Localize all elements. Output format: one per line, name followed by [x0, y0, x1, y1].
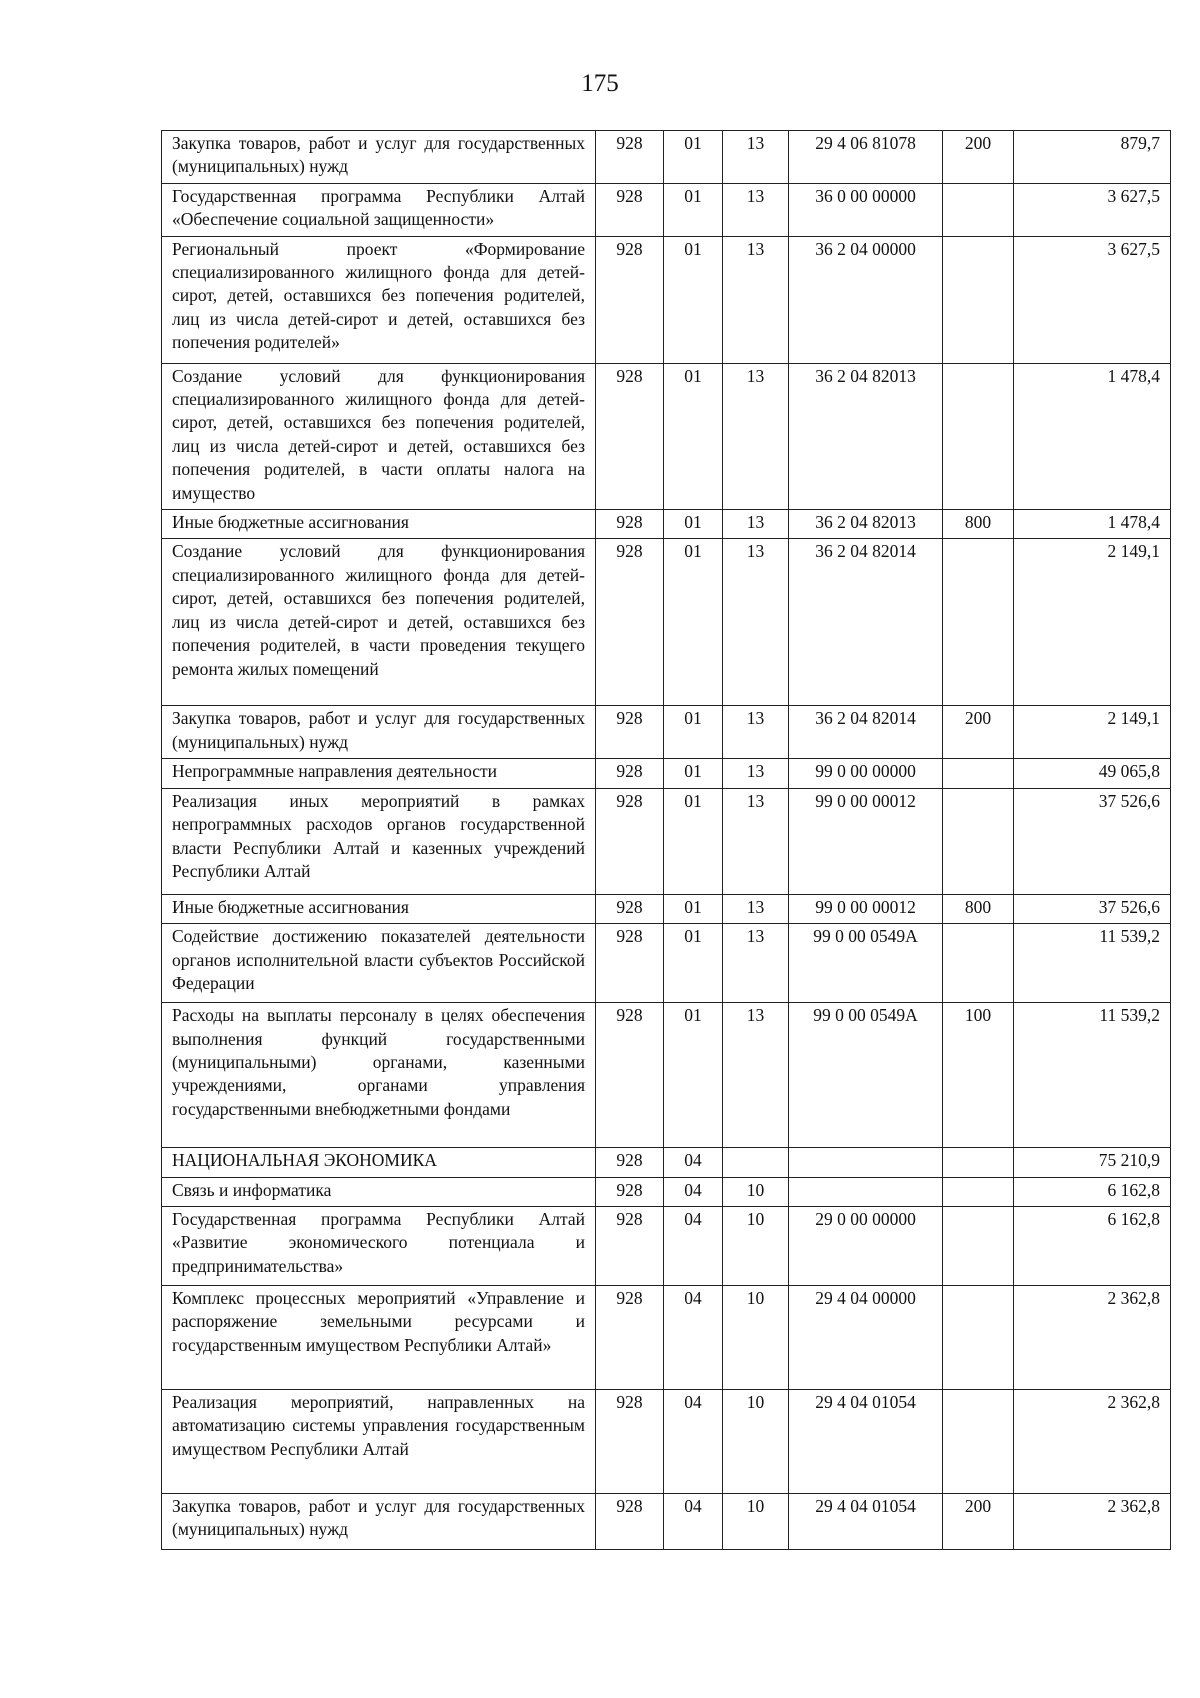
expense-type-cell: 800 [943, 894, 1014, 923]
section-code-cell: 04 [664, 1177, 723, 1206]
amount-cell: 1 478,4 [1014, 363, 1171, 509]
department-code-cell: 928 [596, 510, 664, 539]
subsection-code-cell: 13 [723, 788, 789, 894]
department-code-cell: 928 [596, 788, 664, 894]
expense-type-cell: 200 [943, 1493, 1014, 1549]
target-article-cell: 36 0 00 00000 [789, 183, 943, 236]
amount-cell: 11 539,2 [1014, 924, 1171, 1003]
table-row [162, 183, 1171, 236]
expense-name-cell: Закупка товаров, работ и услуг для государственных (муниципальных) нужд [162, 706, 596, 759]
section-code-cell: 01 [664, 1003, 723, 1148]
amount-cell: 2 362,8 [1014, 1493, 1171, 1549]
target-article-cell: 36 2 04 82013 [789, 510, 943, 539]
table-row [162, 1389, 1171, 1493]
expense-name-cell: Комплекс процессных мероприятий «Управление и распоряжение земельными ресурсами и государственным имуществом Республики Алтай» [162, 1285, 596, 1389]
department-code-cell: 928 [596, 1148, 664, 1177]
subsection-code-cell [723, 1148, 789, 1177]
amount-cell: 2 362,8 [1014, 1285, 1171, 1389]
department-code-cell: 928 [596, 1285, 664, 1389]
subsection-code-cell: 13 [723, 131, 789, 184]
section-code-cell: 01 [664, 539, 723, 706]
department-code-cell: 928 [596, 363, 664, 509]
amount-cell: 11 539,2 [1014, 1003, 1171, 1148]
table-row [162, 1206, 1171, 1285]
amount-cell: 2 362,8 [1014, 1389, 1171, 1493]
table-row [162, 894, 1171, 923]
amount-cell: 6 162,8 [1014, 1177, 1171, 1206]
subsection-code-cell: 10 [723, 1206, 789, 1285]
expense-name-cell: Реализация иных мероприятий в рамках непрограммных расходов органов государственной власти Республики Алтай и казенных учреждений Республики Алтай [162, 788, 596, 894]
section-code-cell: 01 [664, 759, 723, 788]
target-article-cell [789, 1148, 943, 1177]
target-article-cell: 99 0 00 00000 [789, 759, 943, 788]
department-code-cell: 928 [596, 131, 664, 184]
amount-cell: 1 478,4 [1014, 510, 1171, 539]
department-code-cell: 928 [596, 894, 664, 923]
department-code-cell: 928 [596, 1003, 664, 1148]
section-code-cell: 04 [664, 1493, 723, 1549]
subsection-code-cell: 13 [723, 1003, 789, 1148]
expense-type-cell [943, 363, 1014, 509]
table-row [162, 131, 1171, 184]
expense-name-cell: Государственная программа Республики Алтай «Обеспечение социальной защищенности» [162, 183, 596, 236]
section-code-cell: 01 [664, 510, 723, 539]
expense-name-cell: Иные бюджетные ассигнования [162, 510, 596, 539]
expense-name-cell: Реализация мероприятий, направленных на автоматизацию системы управления государственным имуществом Республики Алтай [162, 1389, 596, 1493]
table-row [162, 1177, 1171, 1206]
target-article-cell: 29 0 00 00000 [789, 1206, 943, 1285]
page-number: 175 [581, 70, 619, 97]
expense-type-cell [943, 1206, 1014, 1285]
table-row [162, 1003, 1171, 1148]
table-row [162, 363, 1171, 509]
expense-type-cell [943, 236, 1014, 363]
table-row [162, 706, 1171, 759]
amount-cell: 75 210,9 [1014, 1148, 1171, 1177]
section-code-cell: 01 [664, 183, 723, 236]
expense-type-cell [943, 759, 1014, 788]
expense-name-cell: Создание условий для функционирования специализированного жилищного фонда для детей-сирот, детей, оставшихся без попечения родителей, лиц из числа детей-сирот и детей, оставшихся без попечения родителей, в части оплаты налога на имущество [162, 363, 596, 509]
department-code-cell: 928 [596, 1206, 664, 1285]
section-code-cell: 01 [664, 131, 723, 184]
subsection-code-cell: 13 [723, 539, 789, 706]
amount-cell: 3 627,5 [1014, 236, 1171, 363]
amount-cell: 2 149,1 [1014, 706, 1171, 759]
department-code-cell: 928 [596, 1177, 664, 1206]
expense-name-cell: Иные бюджетные ассигнования [162, 894, 596, 923]
expense-name-cell: Государственная программа Республики Алтай «Развитие экономического потенциала и предпринимательства» [162, 1206, 596, 1285]
target-article-cell: 36 2 04 82013 [789, 363, 943, 509]
target-article-cell: 99 0 00 00012 [789, 788, 943, 894]
target-article-cell [789, 1177, 943, 1206]
subsection-code-cell: 10 [723, 1177, 789, 1206]
expense-type-cell [943, 1177, 1014, 1206]
section-code-cell: 04 [664, 1389, 723, 1493]
table-row [162, 924, 1171, 1003]
section-code-cell: 01 [664, 363, 723, 509]
target-article-cell: 29 4 04 00000 [789, 1285, 943, 1389]
target-article-cell: 29 4 06 81078 [789, 131, 943, 184]
department-code-cell: 928 [596, 1493, 664, 1549]
section-code-cell: 01 [664, 236, 723, 363]
department-code-cell: 928 [596, 924, 664, 1003]
amount-cell: 2 149,1 [1014, 539, 1171, 706]
target-article-cell: 36 2 04 82014 [789, 706, 943, 759]
expense-name-cell: Закупка товаров, работ и услуг для государственных (муниципальных) нужд [162, 1493, 596, 1549]
subsection-code-cell: 13 [723, 759, 789, 788]
target-article-cell: 99 0 00 0549А [789, 1003, 943, 1148]
section-code-cell: 01 [664, 894, 723, 923]
target-article-cell: 99 0 00 0549А [789, 924, 943, 1003]
section-code-cell: 04 [664, 1285, 723, 1389]
expense-type-cell [943, 539, 1014, 706]
expense-type-cell: 200 [943, 131, 1014, 184]
section-code-cell: 04 [664, 1148, 723, 1177]
table-row [162, 788, 1171, 894]
subsection-code-cell: 13 [723, 706, 789, 759]
amount-cell: 879,7 [1014, 131, 1171, 184]
expense-type-cell: 200 [943, 706, 1014, 759]
amount-cell: 49 065,8 [1014, 759, 1171, 788]
expense-name-cell: Закупка товаров, работ и услуг для государственных (муниципальных) нужд [162, 131, 596, 184]
target-article-cell: 36 2 04 00000 [789, 236, 943, 363]
expense-name-cell: НАЦИОНАЛЬНАЯ ЭКОНОМИКА [162, 1148, 596, 1177]
expense-type-cell: 100 [943, 1003, 1014, 1148]
department-code-cell: 928 [596, 183, 664, 236]
table-row [162, 759, 1171, 788]
amount-cell: 37 526,6 [1014, 788, 1171, 894]
subsection-code-cell: 10 [723, 1389, 789, 1493]
subsection-code-cell: 13 [723, 510, 789, 539]
table-row [162, 1493, 1171, 1549]
expense-type-cell [943, 788, 1014, 894]
expense-name-cell: Связь и информатика [162, 1177, 596, 1206]
subsection-code-cell: 13 [723, 183, 789, 236]
section-code-cell: 04 [664, 1206, 723, 1285]
amount-cell: 6 162,8 [1014, 1206, 1171, 1285]
expense-type-cell [943, 183, 1014, 236]
expense-type-cell [943, 924, 1014, 1003]
subsection-code-cell: 13 [723, 894, 789, 923]
department-code-cell: 928 [596, 706, 664, 759]
expense-type-cell [943, 1389, 1014, 1493]
amount-cell: 3 627,5 [1014, 183, 1171, 236]
budget-table [161, 130, 1171, 1550]
subsection-code-cell: 13 [723, 363, 789, 509]
table-row [162, 1148, 1171, 1177]
expense-type-cell: 800 [943, 510, 1014, 539]
expense-name-cell: Создание условий для функционирования специализированного жилищного фонда для детей-сирот, детей, оставшихся без попечения родителей, лиц из числа детей-сирот и детей, оставшихся без попечения родителей, в части проведения текущего ремонта жилых помещений [162, 539, 596, 706]
department-code-cell: 928 [596, 236, 664, 363]
section-code-cell: 01 [664, 924, 723, 1003]
section-code-cell: 01 [664, 706, 723, 759]
table-row [162, 539, 1171, 706]
expense-name-cell: Региональный проект «Формирование специализированного жилищного фонда для детей-сирот, детей, оставшихся без попечения родителей, лиц из числа детей-сирот и детей, оставшихся без попечения родителей» [162, 236, 596, 363]
expense-name-cell: Непрограммные направления деятельности [162, 759, 596, 788]
subsection-code-cell: 10 [723, 1493, 789, 1549]
expense-type-cell [943, 1285, 1014, 1389]
amount-cell: 37 526,6 [1014, 894, 1171, 923]
section-code-cell: 01 [664, 788, 723, 894]
subsection-code-cell: 13 [723, 924, 789, 1003]
target-article-cell: 29 4 04 01054 [789, 1493, 943, 1549]
department-code-cell: 928 [596, 759, 664, 788]
target-article-cell: 29 4 04 01054 [789, 1389, 943, 1493]
table-row [162, 236, 1171, 363]
table-row [162, 1285, 1171, 1389]
target-article-cell: 99 0 00 00012 [789, 894, 943, 923]
department-code-cell: 928 [596, 539, 664, 706]
subsection-code-cell: 10 [723, 1285, 789, 1389]
table-row [162, 510, 1171, 539]
expense-name-cell: Содействие достижению показателей деятельности органов исполнительной власти субъектов Российской Федерации [162, 924, 596, 1003]
expense-type-cell [943, 1148, 1014, 1177]
expense-name-cell: Расходы на выплаты персоналу в целях обеспечения выполнения функций государственными (муниципальными) органами, казенными учреждениями, органами управления государственными внебюджетными фондами [162, 1003, 596, 1148]
target-article-cell: 36 2 04 82014 [789, 539, 943, 706]
department-code-cell: 928 [596, 1389, 664, 1493]
subsection-code-cell: 13 [723, 236, 789, 363]
